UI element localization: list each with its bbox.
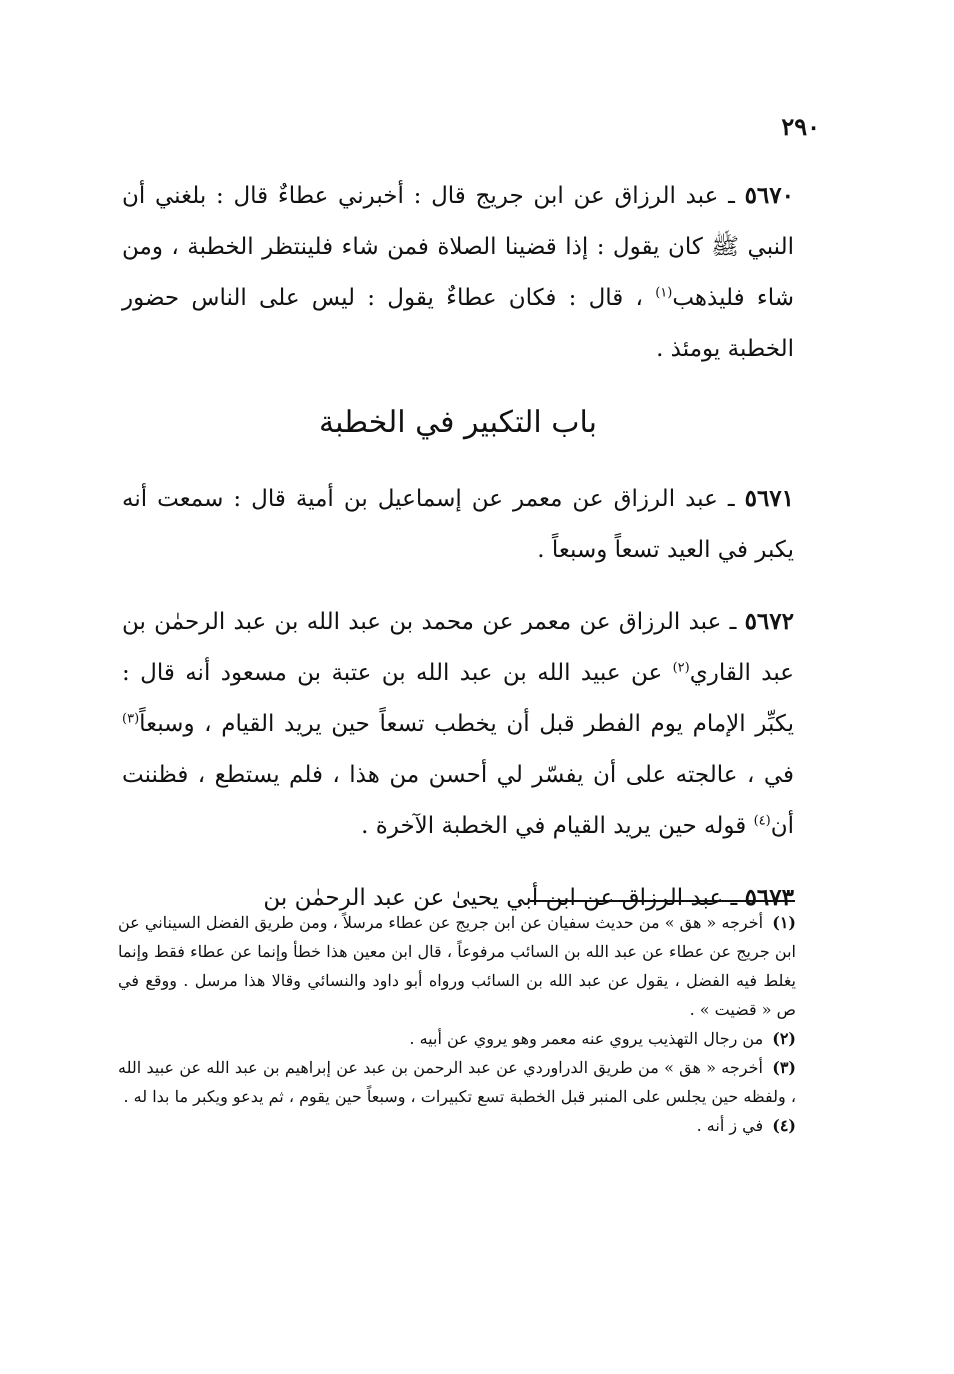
- hadith-text: عبد الرزاق عن معمر عن محمد بن عبد الله بن عبد الرحمٰن بن عبد القاري: [122, 609, 795, 686]
- hadith-number: ٥٦٧٢: [744, 608, 794, 635]
- footnote-number: (٤): [772, 1116, 796, 1135]
- footnote-number: (٣): [772, 1058, 796, 1077]
- main-text: [122, 170, 794, 944]
- footnote-ref: (٣): [122, 711, 140, 727]
- hadith-text: عبد الرزاق عن ابن جريج قال : أخبرني عطاءٌ قال : بلغني أن النبي ﷺ كان يقول : إذا قضينا الصلاة فمن شاء فلينتظر الخطبة ، ومن شاء فليذهب: [122, 183, 794, 311]
- dash: ـ: [718, 183, 735, 209]
- footnote-text: أخرجه « هق » من طريق الدراوردي عن عبد الرحمن بن عبد عن إبراهيم بن عبد الله عن عبيد الله ، ولفظه حين يجلس على المنبر قبل الخطبة تسع تكبيرات ، وسبعاً حين يقوم ، ثم يدعو ويكبر ما بدا له .: [118, 1058, 796, 1106]
- hadith-text-cont: قوله حين يريد القيام في الخطبة الآخرة .: [361, 813, 754, 839]
- hadith-5671: [122, 473, 794, 576]
- hadith-number: ٥٦٧١: [744, 485, 795, 512]
- footnote-ref: (٤): [753, 813, 771, 829]
- chapter-title: باب التكبير في الخطبة: [318, 405, 598, 440]
- footnote-3: [118, 1053, 796, 1111]
- footnote-text: في ز أنه .: [696, 1116, 764, 1135]
- hadith-text: عبد الرزاق عن معمر عن إسماعيل بن أمية قال : سمعت أنه يكبر في العيد تسعاً وسبعاً .: [122, 486, 794, 563]
- hadith-5672: [122, 596, 794, 852]
- footnote-ref: (٢): [672, 660, 690, 676]
- footnote-text: أخرجه « هق » من حديث سفيان عن ابن جريج عن عطاء مرسلاً ، ومن طريق الفضل السيناني عن ابن جريج عن عطاء عن عبد الله بن السائب مرفوعاً ، قال ابن معين هذا خطأ وإنما عن عطاء فقط وإنما يغلط فيه الفضل ، يقول عن عبد الله بن السائب ورواه أبو داود والنسائي وقالا هذا مرسل . ووقع في ص « قضيت » .: [118, 913, 797, 1019]
- footnotes: [118, 908, 796, 1140]
- dash: ـ: [723, 885, 738, 911]
- hadith-text-cont: في ، عالجته على أن يفسّر لي أحسن من هذا ، فلم يستطع ، فظننت أن: [122, 762, 794, 839]
- dash: ـ: [717, 486, 735, 512]
- footnote-1: [118, 908, 796, 1024]
- hadith-number: ٥٦٧٣: [744, 884, 794, 911]
- hadith-text-cont: ، قال : فكان عطاءٌ يقول : ليس على الناس حضور الخطبة يومئذ .: [122, 285, 794, 362]
- footnote-4: [118, 1111, 796, 1140]
- footnote-divider: [530, 900, 795, 902]
- footnote-number: (١): [772, 913, 796, 932]
- hadith-5670: [122, 170, 794, 375]
- footnote-text: من رجال التهذيب يروي عنه معمر وهو يروي عن أبيه .: [409, 1029, 764, 1048]
- hadith-number: ٥٦٧٠: [744, 182, 794, 209]
- hadith-text-cont: عن عبيد الله بن عبد الله بن عتبة بن مسعود أنه قال : يكبِّر الإمام يوم الفطر قبل أن يخطب تسعاً حين يريد القيام ، وسبعاً: [122, 660, 794, 737]
- footnote-ref: (١): [655, 285, 673, 301]
- page-number: ٢٩٠: [781, 112, 820, 141]
- dash: ـ: [721, 609, 737, 635]
- footnote-2: [118, 1024, 796, 1053]
- footnote-number: (٢): [772, 1029, 796, 1048]
- hadith-text: عبد الرزاق عن ابن أبي يحيىٰ عن عبد الرحمٰن بن: [263, 885, 724, 911]
